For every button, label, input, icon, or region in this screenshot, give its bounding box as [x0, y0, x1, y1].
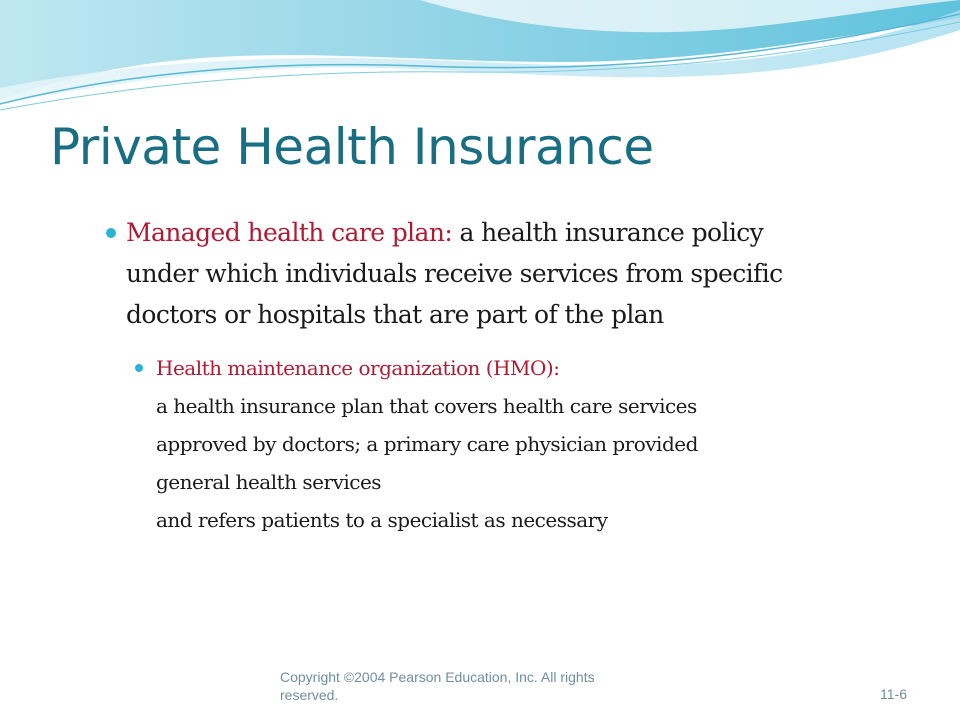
slide-body [100, 212, 930, 539]
term-hmo: Health maintenance organization (HMO): [156, 356, 560, 380]
bullet1-line3: doctors or hospitals that are part of the plan [126, 300, 664, 329]
decorative-wave-banner [0, 0, 960, 120]
footer-copyright: Copyright ©2004 Pearson Education, Inc. All rights reserved. [280, 669, 595, 703]
bullet-hmo [130, 349, 930, 539]
slide-title: Private Health Insurance [50, 118, 654, 176]
bullet-dot-icon [106, 228, 116, 238]
term-managed-care: Managed health care plan [126, 218, 445, 247]
hmo-line-2: approved by doctors; a primary care physician provided [156, 432, 698, 456]
term-colon: : [444, 218, 453, 247]
slide-number: 11-6 [880, 686, 907, 702]
sub-bullet-dot-icon [135, 364, 143, 372]
bullet1-line2: under which individuals receive services from specific [126, 259, 783, 288]
hmo-line-1: a health insurance plan that covers health care services [156, 394, 697, 418]
bullet-managed-care [100, 212, 930, 335]
bullet1-line1 [126, 212, 930, 253]
hmo-line-3: general health services [156, 470, 382, 494]
bullet1-line1-rest: a health insurance policy [452, 218, 764, 247]
hmo-line-4: and refers patients to a specialist as necessary [156, 508, 608, 532]
